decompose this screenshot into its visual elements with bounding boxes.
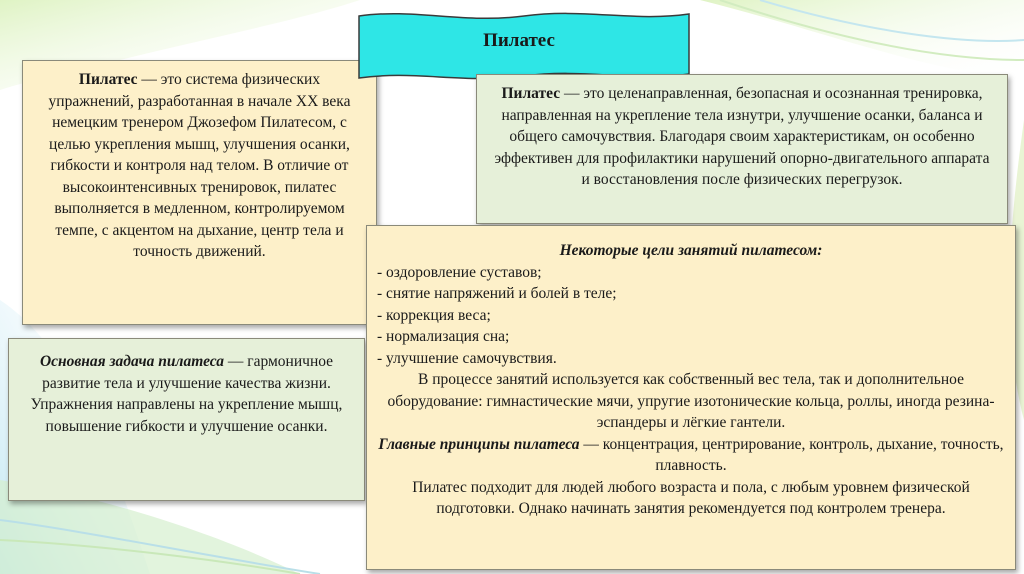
- pilates-definition-box: [22, 60, 377, 325]
- box3-text: — гармоничное развитие тела и улучшение качества жизни. Упражнения направлены на укрепление мышц, повышение гибкости и улучшение осанки.: [30, 353, 343, 435]
- goal-item: - улучшение самочувствия.: [377, 349, 557, 367]
- goals-heading: Некоторые цели занятий пилатесом:: [559, 242, 823, 259]
- goal-item: - нормализация сна;: [377, 328, 510, 345]
- page-title: Пилатес: [483, 30, 555, 51]
- goal-item: - оздоровление суставов;: [377, 263, 542, 281]
- goals-box: [366, 225, 1016, 570]
- equipment-text: В процессе занятий используется как собственный вес тела, так и дополнительное оборудование: гимнастические мячи, упругие изотонические кольца, роллы, иногда резина-эспандеры и лёгкие гантели.: [387, 371, 995, 431]
- box2-bold-term: Пилатес: [501, 85, 561, 102]
- goal-item: - снятие напряжений и болей в теле;: [377, 285, 617, 302]
- principles-paragraph: [375, 434, 1007, 477]
- box3-bold-term: Основная задача пилатеса: [39, 353, 224, 370]
- goal-item: - коррекция веса;: [377, 306, 491, 324]
- pilates-training-box: [476, 74, 1008, 224]
- box2-text: — это целенаправленная, безопасная и осознанная тренировка, направленная на укрепление тела изнутри, улучшение осанки, баланса и общего самочувствия. Благодаря своим характеристикам, он особенно эффективен для профилактики нарушений опорно-двигательного аппарата и восстановления после физических перегрузок.: [494, 85, 990, 188]
- main-task-box: [8, 338, 365, 501]
- principles-bold-term: Главные принципы пилатеса: [378, 435, 580, 453]
- audience-text: Пилатес подходит для людей любого возраста и пола, с любым уровнем физической подготовки. Однако начинать занятия рекомендуется под контролем тренера.: [412, 478, 970, 517]
- box1-text: — это система физических упражнений, разработанная в начале XX века немецким тренером Джозефом Пилатесом, с целью укрепления мышц, улучшения осанки, гибкости и контроля над телом. В отличие от высокоинтенсивных тренировок, пилатес выполняется в медленном, контролируемом темпе, с акцентом на дыхание, центр тела и точность движений.: [48, 71, 351, 260]
- box1-bold-term: Пилатес: [78, 71, 138, 88]
- principles-text: — концентрация, центрирование, контроль, дыхание, точность, плавность.: [579, 435, 1004, 474]
